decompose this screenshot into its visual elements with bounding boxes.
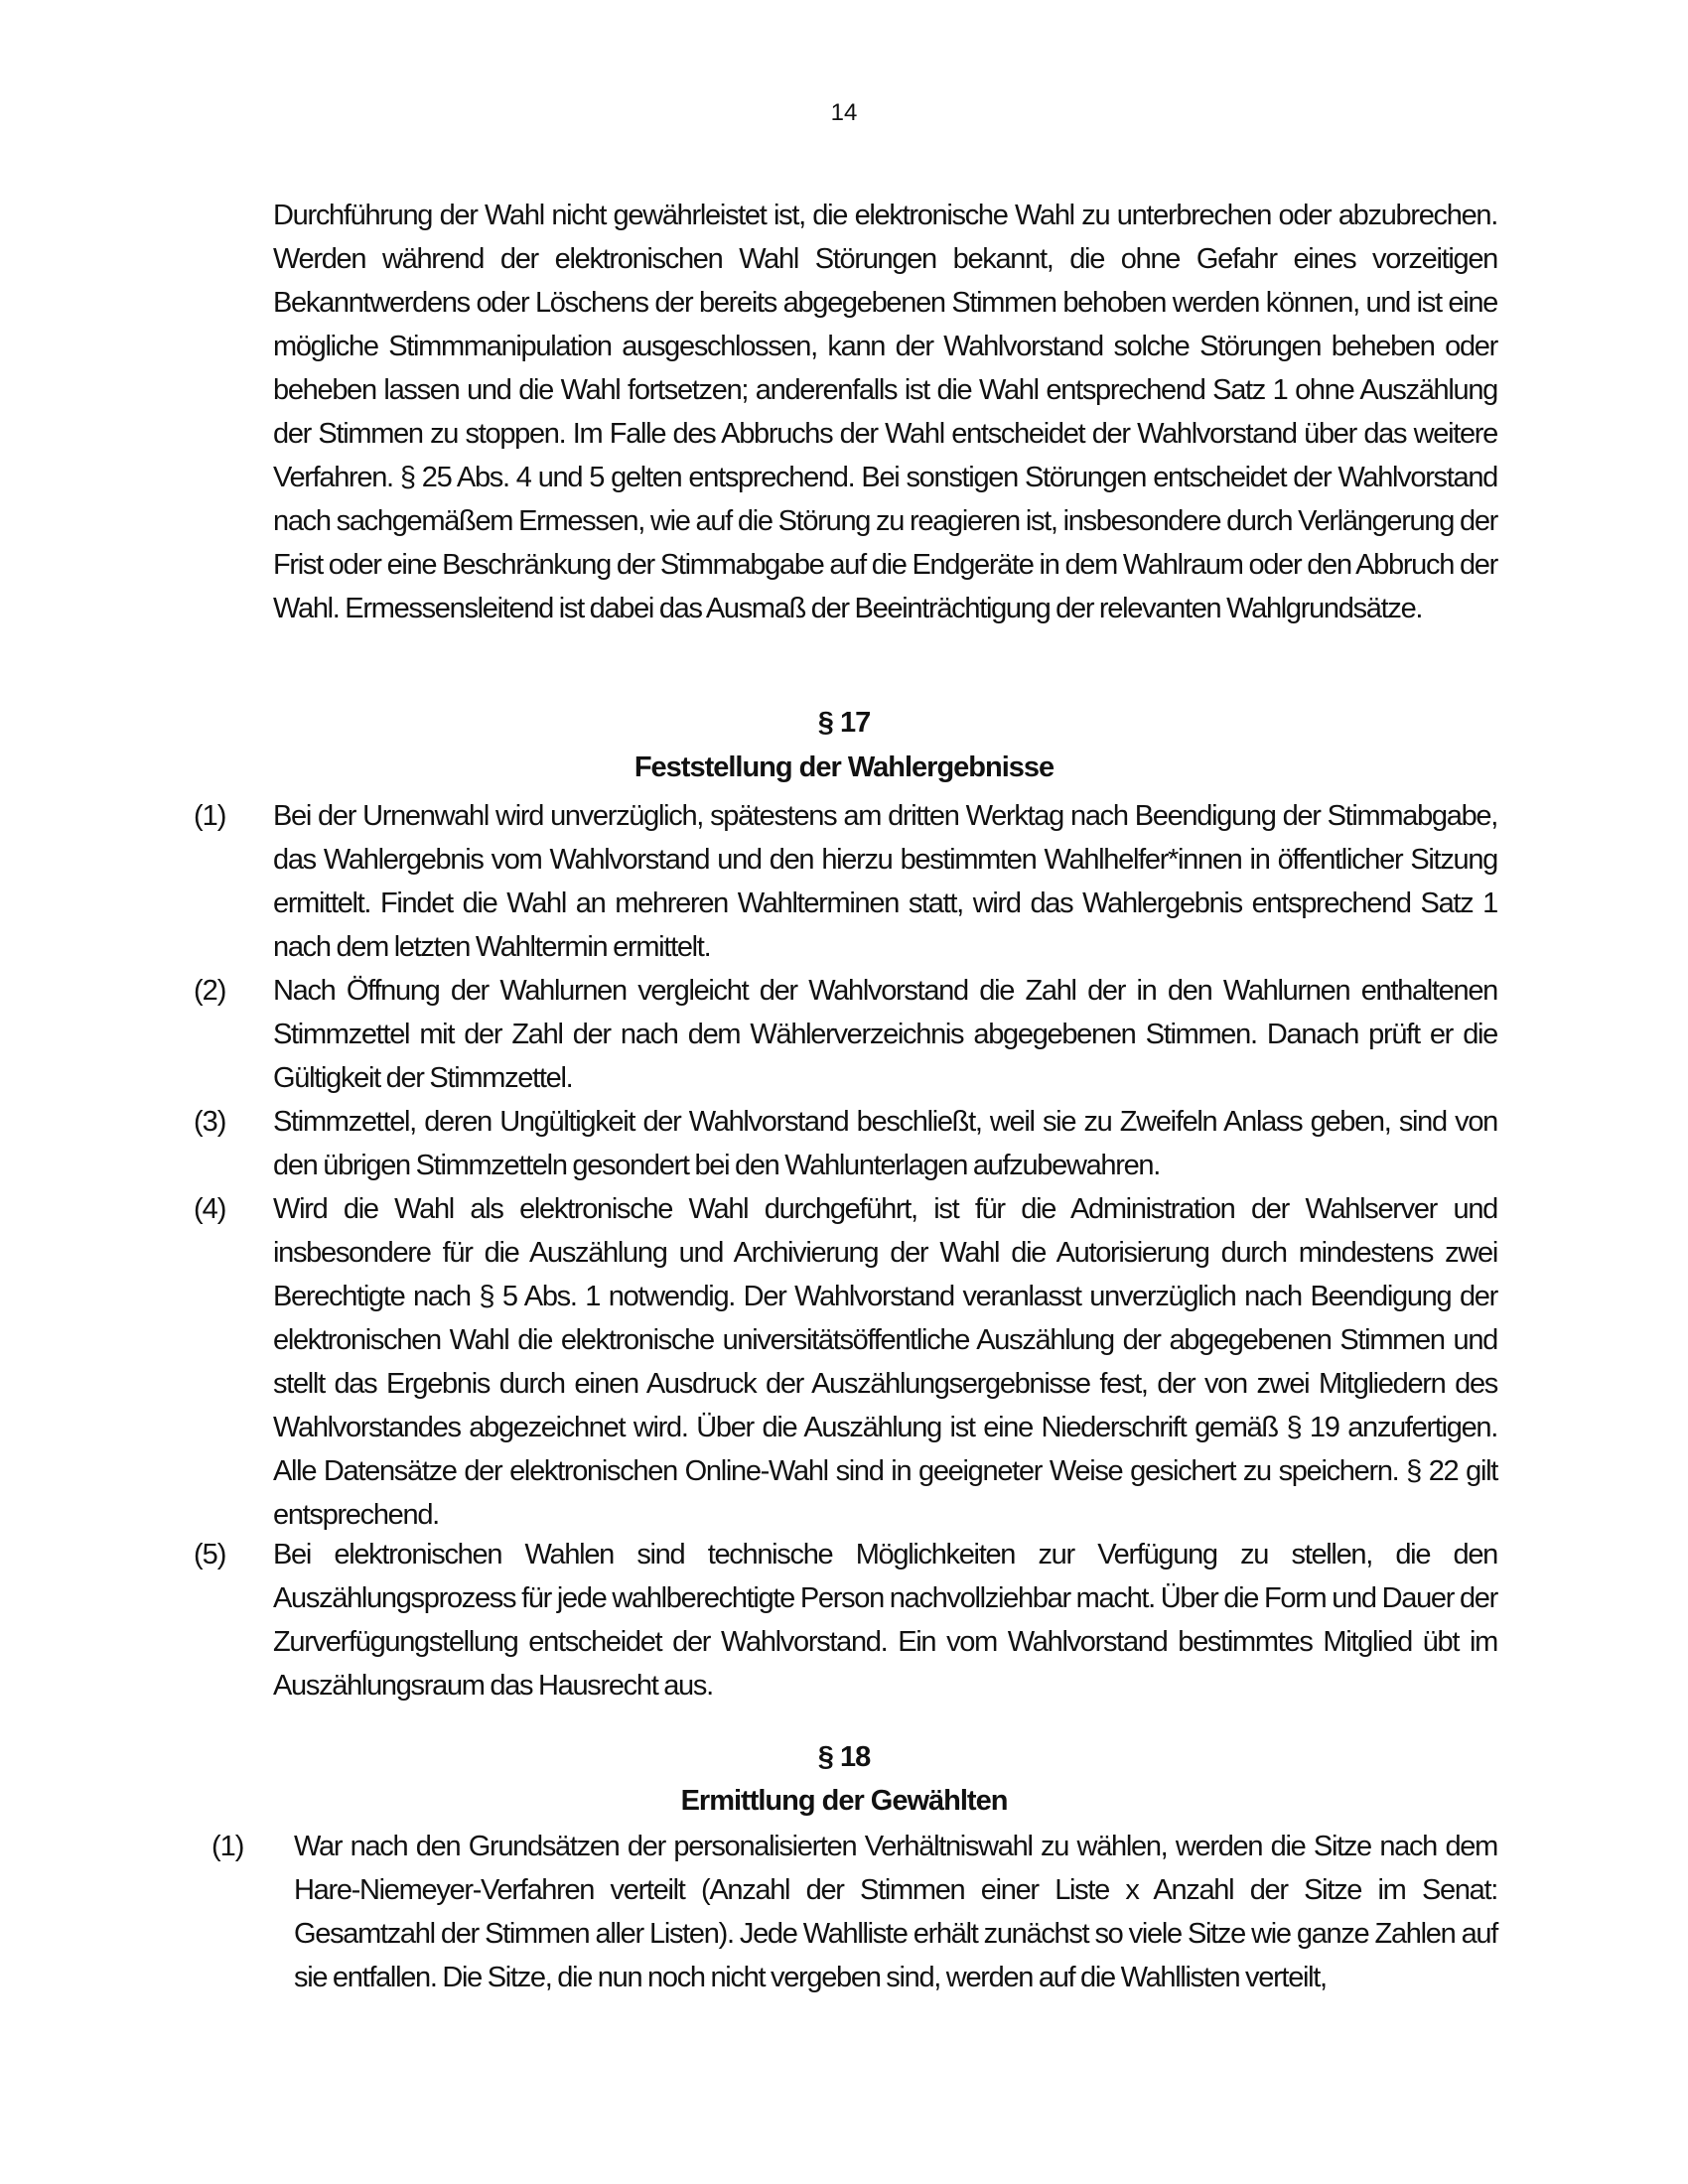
s17-item-3-number: (3): [194, 1106, 226, 1138]
s17-item-5-number: (5): [194, 1539, 226, 1570]
s17-item-3-text: Stimmzettel, deren Ungültigkeit der Wahlvorstand beschließt, weil sie zu Zweifeln Anlass geben, sind von den übrigen Stimmzetteln gesondert bei den Wahlunterlagen aufzubewahren.: [273, 1106, 1497, 1181]
s17-item-4-number: (4): [194, 1193, 226, 1225]
s17-item-1-text: Bei der Urnenwahl wird unverzüglich, spätestens am dritten Werktag nach Beendigung der Stimmabgabe, das Wahlergebnis vom Wahlvorstand und den hierzu bestimmten Wahlhelfer*innen in öffentlicher Sitzung ermittelt. Findet die Wahl an mehreren Wahlterminen statt, wird das Wahlergebnis entsprechend Satz 1 nach dem letzten Wahltermin ermittelt.: [273, 800, 1497, 963]
section-18-title: Ermittlung der Gewählten: [680, 1785, 1008, 1817]
section-17-number: § 17: [817, 707, 871, 739]
section-18-number: § 18: [817, 1741, 871, 1773]
s18-item-1-number: (1): [211, 1831, 244, 1862]
page-number: 14: [830, 99, 858, 126]
s17-item-2-text: Nach Öffnung der Wahlurnen vergleicht der Wahlvorstand die Zahl der in den Wahlurnen enthaltenen Stimmzettel mit der Zahl der nach dem Wählerverzeichnis abgegebenen Stimmen. Danach prüft er die Gültigkeit der Stimmzettel.: [273, 975, 1497, 1094]
s17-item-4-text: Wird die Wahl als elektronische Wahl durchgeführt, ist für die Administration der Wahlserver und insbesondere für die Auszählung und Archivierung der Wahl die Autorisierung durch mindestens zwei Berechtigte nach § 5 Abs. 1 notwendig. Der Wahlvorstand veranlasst unverzüglich nach Beendigung der elektronischen Wahl die elektronische universitätsöffentliche Auszählung der abgegebenen Stimmen und stellt das Ergebnis durch einen Ausdruck der Auszählungsergebnisse fest, der von zwei Mitgliedern des Wahlvorstandes abgezeichnet wird. Über die Auszählung ist eine Niederschrift gemäß § 19 anzufertigen. Alle Datensätze der elektronischen Online-Wahl sind in geeigneter Weise gesichert zu speichern. § 22 gilt entsprechend.: [273, 1193, 1497, 1531]
continuation-paragraph: Durchführung der Wahl nicht gewährleistet ist, die elektronische Wahl zu unterbrechen oder abzubrechen. Werden während der elektronischen Wahl Störungen bekannt, die ohne Gefahr eines vorzeitigen Bekanntwerdens oder Löschens der bereits abgegebenen Stimmen behoben werden können, und ist eine mögliche Stimmmanipulation ausgeschlossen, kann der Wahlvorstand solche Störungen beheben oder beheben lassen und die Wahl fortsetzen; anderenfalls ist die Wahl entsprechend Satz 1 ohne Auszählung der Stimmen zu stoppen. Im Falle des Abbruchs der Wahl entscheidet der Wahlvorstand über das weitere Verfahren. § 25 Abs. 4 und 5 gelten entsprechend. Bei sonstigen Störungen entscheidet der Wahlvorstand nach sachgemäßem Ermessen, wie auf die Störung zu reagieren ist, insbesondere durch Verlängerung der Frist oder eine Beschränkung der Stimmabgabe auf die Endgeräte in dem Wahlraum oder den Abbruch der Wahl. Ermessensleitend ist dabei das Ausmaß der Beeinträchtigung der relevanten Wahlgrundsätze.: [273, 200, 1497, 624]
s17-item-1-number: (1): [194, 800, 226, 832]
s17-item-2-number: (2): [194, 975, 226, 1007]
section-17-title: Feststellung der Wahlergebnisse: [633, 751, 1055, 783]
s18-item-1-text: War nach den Grundsätzen der personalisierten Verhältniswahl zu wählen, werden die Sitze nach dem Hare-Niemeyer-Verfahren verteilt (Anzahl der Stimmen einer Liste x Anzahl der Sitze im Senat: Gesamtzahl der Stimmen aller Listen). Jede Wahlliste erhält zunächst so viele Sitze wie ganze Zahlen auf sie entfallen. Die Sitze, die nun noch nicht vergeben sind, werden auf die Wahllisten verteilt,: [294, 1831, 1497, 1993]
s17-item-5-text: Bei elektronischen Wahlen sind technische Möglichkeiten zur Verfügung zu stellen, die den Auszählungsprozess für jede wahlberechtigte Person nachvollziehbar macht. Über die Form und Dauer der Zurverfügungstellung entscheidet der Wahlvorstand. Ein vom Wahlvorstand bestimmtes Mitglied übt im Auszählungsraum das Hausrecht aus.: [273, 1539, 1497, 1702]
